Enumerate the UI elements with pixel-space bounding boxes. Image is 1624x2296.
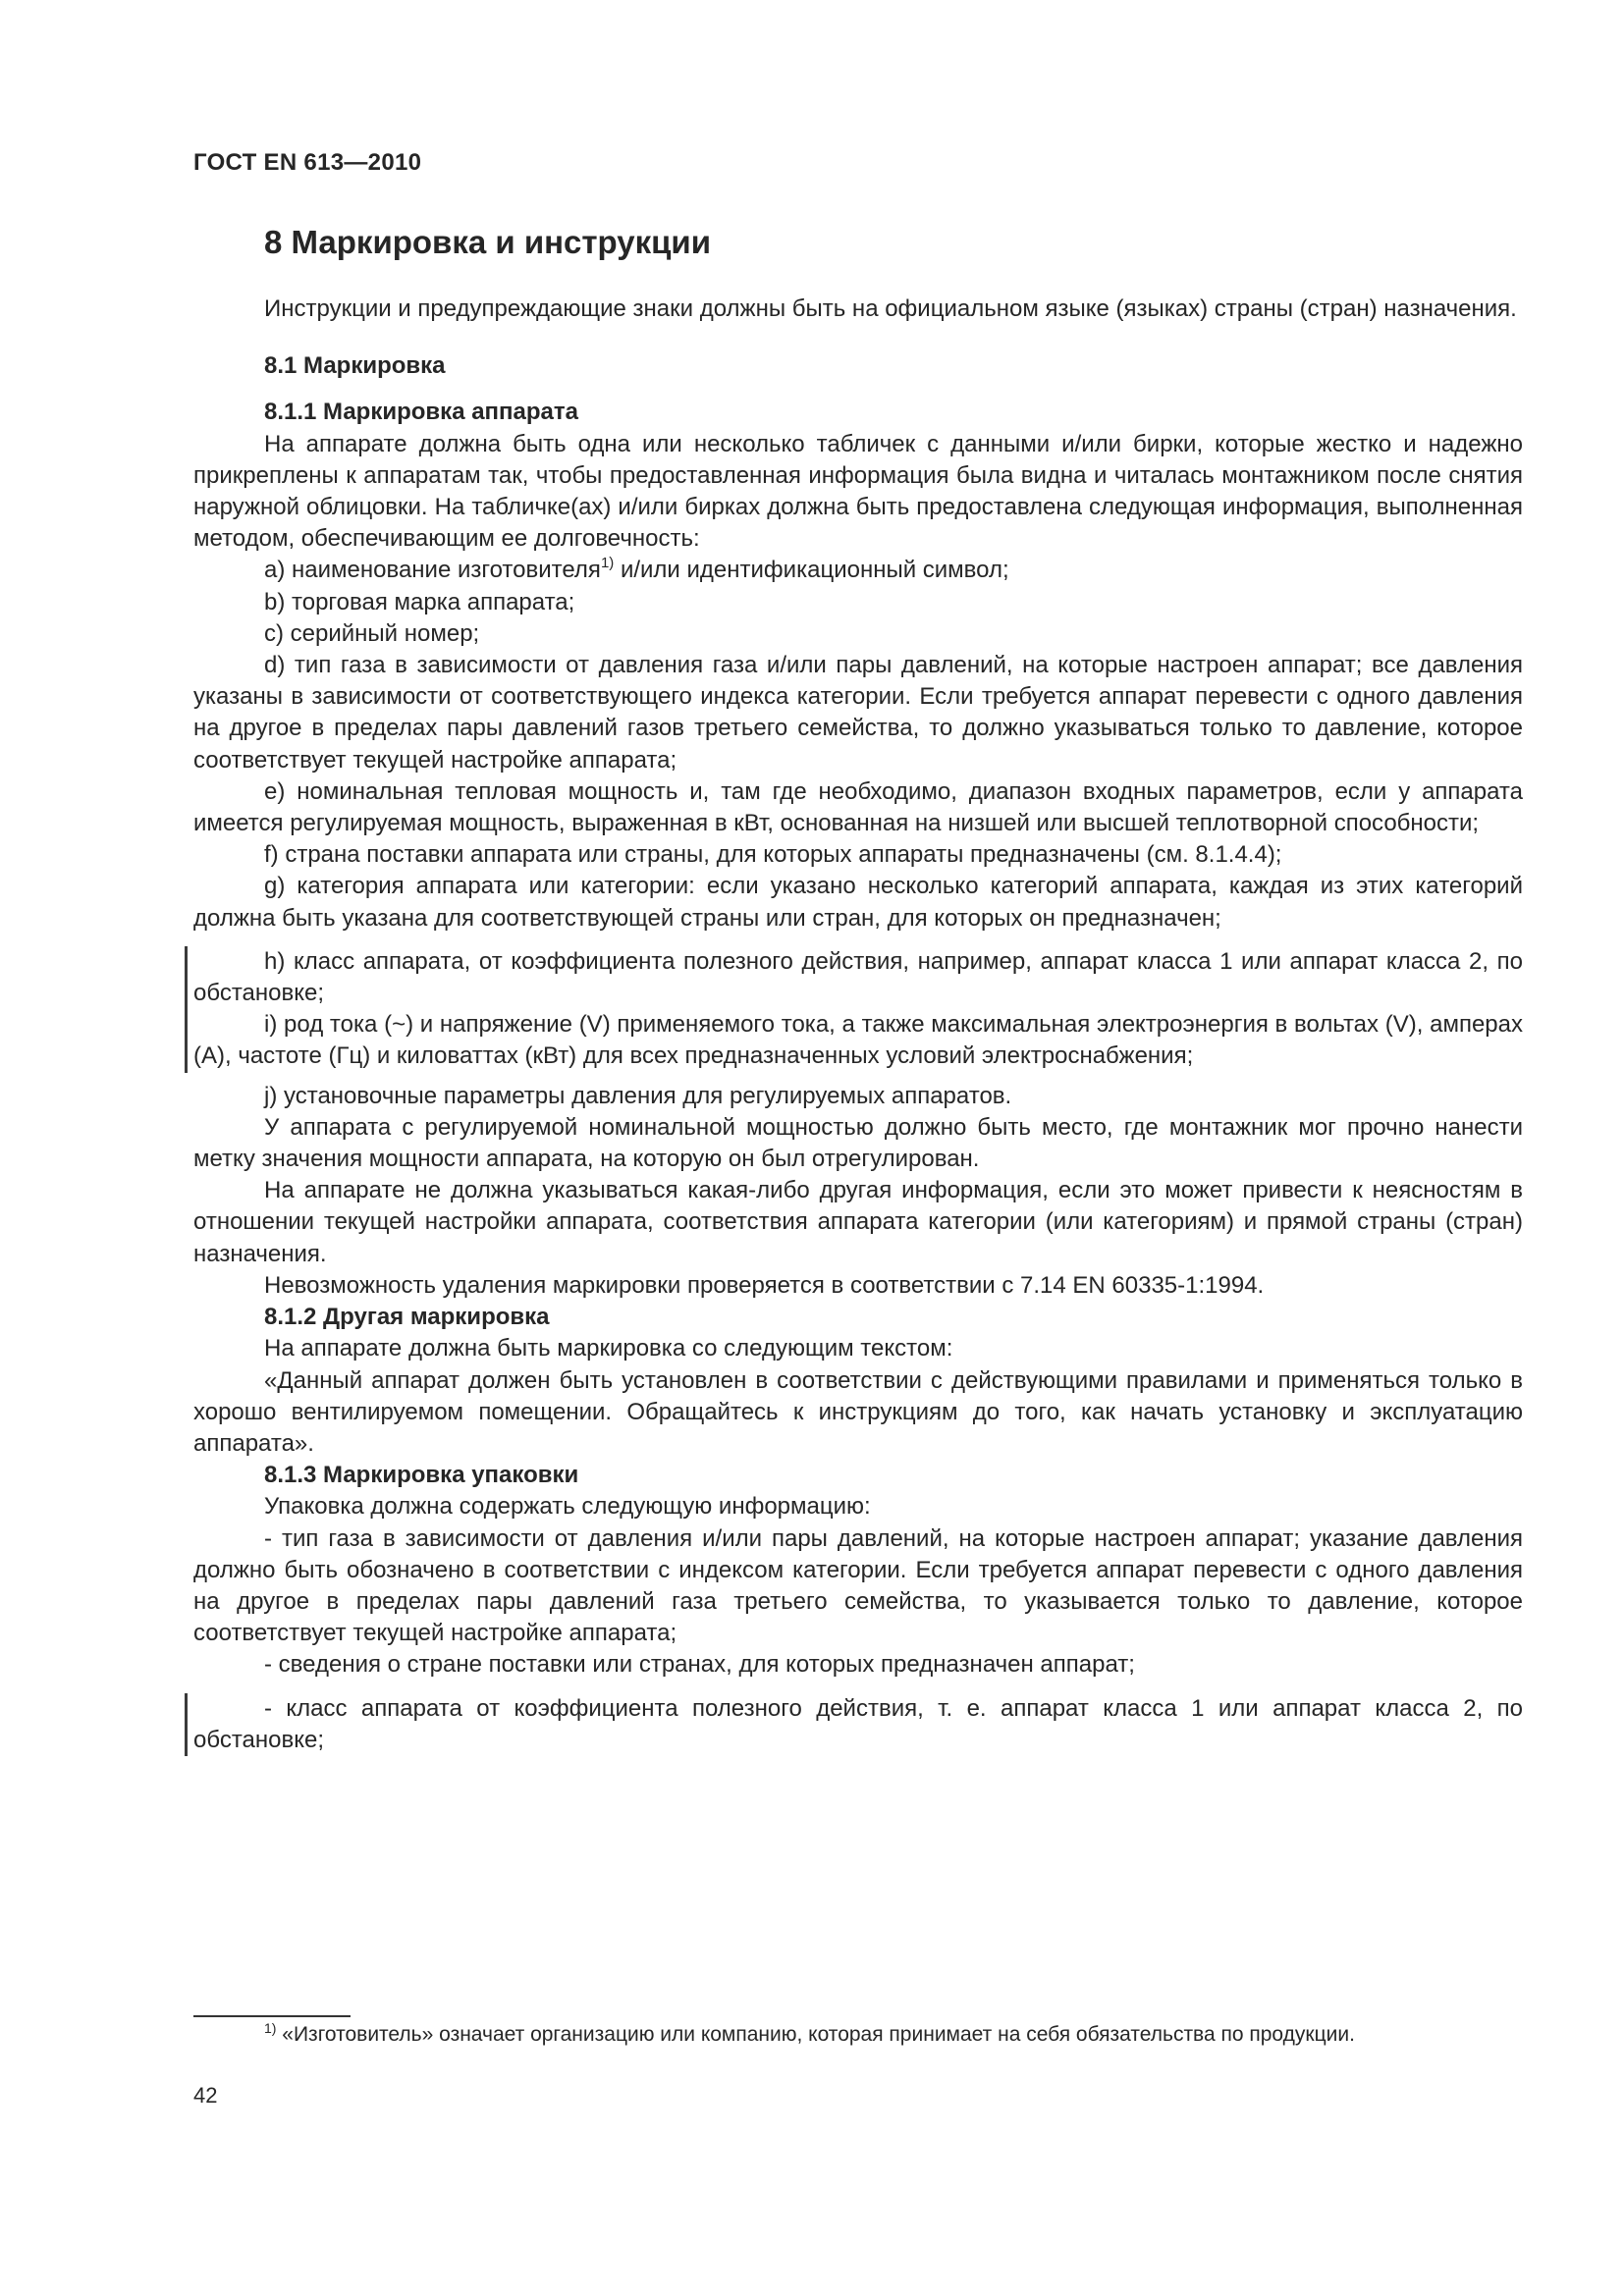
paragraph: На аппарате должна быть одна или несколько табличек с данными и/или бирки, которые жестко и надежно прикреплены к аппаратам так, чтобы предоставленная информация была видна и читалась монтажником после снятия наружной облицовки. На табличке(ах) и/или бирках должна быть предоставлена следующая информация, выполненная методом, обеспечивающим ее долговечность: (193, 430, 1523, 553)
list-item: - тип газа в зависимости от давления и/или пары давлений, на которые настроен аппарат; указание давления должно быть обозначено в соответствии с индексом категории. Если требуется аппарат перевести с одного давления на другое в пределах пары давлений газа третьего семейства, то указывается только то давление, которое соответствует текущей настройке аппарата; (193, 1524, 1523, 1647)
list-item-e: e) номинальная тепловая мощность и, там где необходимо, диапазон входных параметров, если у аппарата имеется регулируемая мощность, выраженная в кВт, основанная на низшей или высшей теплотворной способности; (193, 777, 1523, 837)
paragraph: Упаковка должна содержать следующую информацию: (264, 1493, 871, 1521)
list-item-a: a) наименование изготовителя$^{1)}$ и/или идентификационный символ; (264, 555, 1009, 584)
paragraph: На аппарате должна быть маркировка со следующим текстом: (264, 1335, 953, 1362)
section-title: 8 Маркировка и инструкции (264, 224, 712, 260)
list-item: - сведения о стране поставки или странах, для которых предназначен аппарат; (264, 1651, 1135, 1679)
main-content (193, 221, 1523, 1764)
footnote-divider (193, 2015, 351, 2017)
subsection-title-8-1-1: 8.1.1 Маркировка аппарата (264, 399, 579, 426)
list-item-d: d) тип газа в зависимости от давления газа и/или пары давлений, на которые настроен аппарат; все давления указаны в зависимости от соответствующего индекса категории. Если требуется аппарат перевести с одного давления на другое в пределах пары давлений газов третьего семейства, то должно указываться только то давление, которое соответствует текущей настройке аппарата; (193, 652, 1523, 774)
page-number: 42 (193, 2083, 218, 2108)
paragraph: На аппарате не должна указываться какая-либо другая информация, если это может привести к неясностям в отношении текущей настройки аппарата, соответствия аппарата категории (или категориям) и прямой страны (стран) назначения. (193, 1177, 1523, 1267)
paragraph: Невозможность удаления маркировки проверяется в соответствии с 7.14 EN 60335-1:1994. (264, 1271, 1265, 1299)
footnote (193, 2020, 1523, 2049)
subsection-title-8-1: 8.1 Маркировка (264, 352, 446, 380)
list-item-g: g) категория аппарата или категории: если указано несколько категорий аппарата, каждая из этих категорий должна быть указана для соответствующей страны или стран, для которых он предназначен; (193, 873, 1523, 932)
section-intro: Инструкции и предупреждающие знаки должны быть на официальном языке (языках) страны (стран) назначения. (264, 295, 1517, 322)
footnote-marker: 1) (264, 2020, 277, 2036)
paragraph: «Данный аппарат должен быть установлен в соответствии с действующими правилами и применяться только в хорошо вентилируемом помещении. Обращайтесь к инструкциям до того, как начать установку и эксплуатацию аппарата». (193, 1366, 1523, 1457)
footnote-reference: 1) (600, 555, 615, 572)
change-marked-block (193, 946, 1523, 1073)
subsection-title-8-1-3: 8.1.3 Маркировка упаковки (264, 1462, 579, 1489)
footnote-text: «Изготовитель» означает организацию или компанию, которая принимает на себя обязательства по продукции. (276, 2023, 1355, 2046)
list-item: - класс аппарата от коэффициента полезного действия, т. е. аппарат класса 1 или аппарат класса 2, по обстановке; (193, 1694, 1523, 1753)
list-item-j: j) установочные параметры давления для регулируемых аппаратов. (264, 1082, 1012, 1109)
document-header: ГОСТ EN 613—2010 (193, 149, 422, 176)
list-item-f: f) страна поставки аппарата или страны, для которых аппараты предназначены (см. 8.1.4.4); (264, 841, 1282, 869)
list-item-h: h) класс аппарата, от коэффициента полезного действия, например, аппарат класса 1 или аппарат класса 2, по обстановке; (193, 947, 1523, 1007)
list-item-b: b) торговая марка аппарата; (264, 588, 575, 615)
change-marked-block (193, 1693, 1523, 1756)
list-item-c: c) серийный номер; (264, 619, 480, 647)
list-item-i: i) род тока (~) и напряжение (V) применяемого тока, а также максимальная электроэнергия в вольтах (V), амперах (А), частоте (Гц) и киловаттах (кВт) для всех предназначенных условий электроснабжения; (193, 1011, 1523, 1070)
subsection-title-8-1-2: 8.1.2 Другая маркировка (264, 1304, 550, 1331)
paragraph: У аппарата с регулируемой номинальной мощностью должно быть место, где монтажник мог прочно нанести метку значения мощности аппарата, на которую он был отрегулирован. (193, 1113, 1523, 1173)
